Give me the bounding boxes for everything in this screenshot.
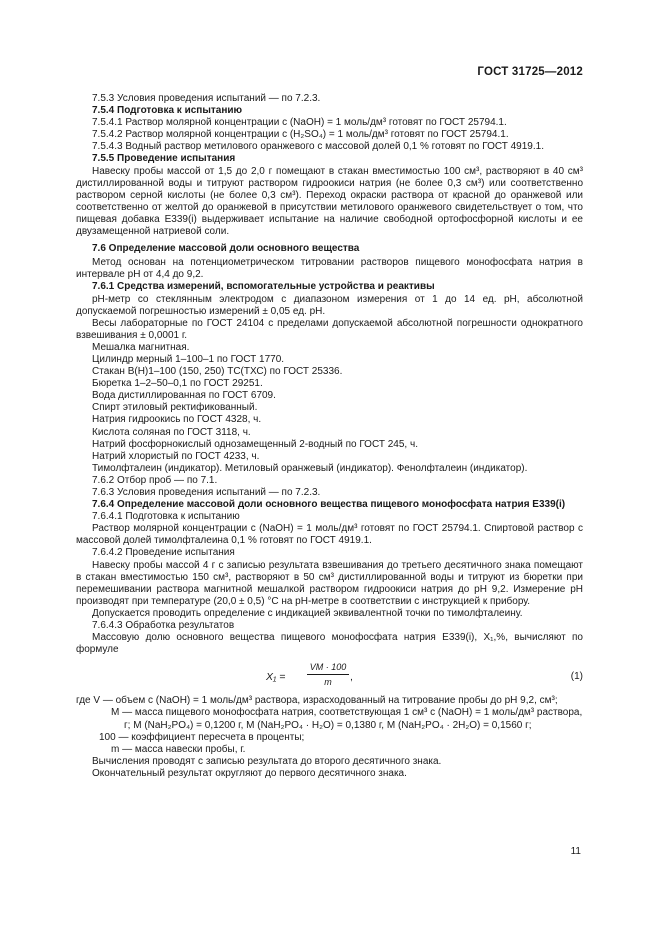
heading-7-5-4: 7.5.4 Подготовка к испытанию bbox=[92, 105, 243, 117]
formula-1 bbox=[76, 661, 583, 691]
document-id-header: ГОСТ 31725—2012 bbox=[477, 66, 583, 78]
formula-lhs: X₁ = bbox=[266, 671, 286, 684]
definition-v: где V — объем с (NaOH) = 1 моль/дм³ раствора, израсходованный на титрование пробы до pH 9,2, см³; bbox=[76, 695, 558, 707]
paragraph-formula-intro: Массовую долю основного вещества пищевого монофосфата натрия Е339(i), X₁,%, вычисляют по формуле bbox=[76, 632, 583, 656]
clause-7-6-4-1: 7.6.4.1 Подготовка к испытанию bbox=[92, 511, 240, 523]
paragraph-7-5-5-text: Навеску пробы массой от 1,5 до 2,0 г помещают в стакан вместимостью 100 см³, растворяют в 40 см³ дистиллированной воды и титруют раствором гидроокиси натрия (не более 0,3 см³) или соответственно раствором серной кислоты (не более 0,3 см³). Переход окраски раствора от красной до оранжевой или соответственно от желтой до оранжевой в присутствии метилового оранжевого свидетельствует о том, что пищевая добавка Е339(i) выдерживает испытание на наличие свободной ортофосфорной кислоты и ее двузамещенной натриевой соли. bbox=[76, 165, 583, 238]
formula-denominator: m bbox=[324, 677, 332, 688]
clause-7-5-4-2: 7.5.4.2 Раствор молярной концентрации с (H₂SO₄) = 1 моль/дм³ готовят по ГОСТ 25794.1. bbox=[92, 129, 509, 141]
paragraph-final-rounding: Окончательный результат округляют до первого десятичного знака. bbox=[92, 767, 407, 779]
item-water: Вода дистиллированная по ГОСТ 6709. bbox=[92, 390, 276, 402]
clause-7-6-4-2: 7.6.4.2 Проведение испытания bbox=[92, 547, 235, 559]
paragraph-7-6-method: Метод основан на потенциометрическом титровании растворов пищевого монофосфата натрия в интервале pH от 4,4 до 9,2. bbox=[76, 257, 583, 281]
clause-7-5-4-1: 7.5.4.1 Раствор молярной концентрации с (NaOH) = 1 моль/дм³ готовят по ГОСТ 25794.1. bbox=[92, 117, 507, 129]
heading-7-6: 7.6 Определение массовой доли основного вещества bbox=[92, 243, 360, 255]
paragraph-solution-prep: Раствор молярной концентрации с (NaOH) = 1 моль/дм³ готовят по ГОСТ 25794.1. Спиртовой раствор с массовой долей тимолфталеина 0,1 % готовят по ГОСТ 4919.1. bbox=[76, 523, 583, 547]
heading-7-5-5: 7.5.5 Проведение испытания bbox=[92, 153, 236, 165]
paragraph-test-procedure: Навеску пробы массой 4 г с записью результата взвешивания до третьего десятичного знака помещают в стакан вместимостью 150 см³, растворяют в 50 см³ дистиллированной воды и титруют из бюретки при перемешивании раствора магнитной мешалкой раствором гидроокиси натрия до pH 9,2. Измерение pH производят при температуре (20,0 ± 0,5) °С на pH-метре в соответствии с инструкцией к прибору. bbox=[76, 559, 583, 607]
item-burette: Бюретка 1–2–50–0,1 по ГОСТ 29251. bbox=[92, 378, 263, 390]
item-cylinder: Цилиндр мерный 1–100–1 по ГОСТ 1770. bbox=[92, 353, 285, 365]
page-number: 11 bbox=[570, 846, 581, 857]
clause-7-6-4-3: 7.6.4.3 Обработка результатов bbox=[92, 620, 235, 632]
definition-mass: m — масса навески пробы, г. bbox=[111, 743, 246, 755]
item-indicators: Тимолфталеин (индикатор). Метиловый оранжевый (индикатор). Фенолфталеин (индикатор). bbox=[92, 462, 528, 474]
clause-7-6-2: 7.6.2 Отбор проб — по 7.1. bbox=[92, 474, 218, 486]
paragraph-calc-precision: Вычисления проводят с записью результата до второго десятичного знака. bbox=[92, 755, 442, 767]
item-ph-meter: pH-метр со стеклянным электродом с диапазоном измерения от 1 до 14 ед. pH, абсолютной допускаемой погрешностью измерений ± 0,05 ед. pH. bbox=[76, 293, 583, 317]
clause-7-6-3: 7.6.3 Условия проведения испытаний — по 7.2.3. bbox=[92, 487, 321, 498]
item-hcl: Кислота соляная по ГОСТ 3118, ч. bbox=[92, 426, 251, 438]
item-stirrer: Мешалка магнитная. bbox=[92, 341, 190, 353]
heading-7-6-4: 7.6.4 Определение массовой доли основного вещества пищевого монофосфата натрия Е339(i) bbox=[92, 499, 566, 511]
item-beaker: Стакан В(Н)1–100 (150, 250) ТС(ТХС) по ГОСТ 25336. bbox=[92, 366, 343, 378]
definition-100: 100 — коэффициент пересчета в проценты; bbox=[99, 731, 305, 743]
item-scales: Весы лабораторные по ГОСТ 24104 с пределами допускаемой абсолютной погрешности однократного взвешивания ± 0,0001 г. bbox=[76, 317, 583, 341]
formula-fraction bbox=[307, 661, 349, 688]
definition-m-line2: г; M (NaH₂PO₄) = 0,1200 г, M (NaH₂PO₄ · H₂O) = 0,1380 г, M (NaH₂PO₄ · 2H₂O) = 0,1560 г; bbox=[124, 719, 532, 731]
paragraph-indicator-note: Допускается проводить определение с индикацией эквивалентной точки по тимолфталеину. bbox=[92, 607, 523, 619]
heading-7-6-1: 7.6.1 Средства измерений, вспомогательные устройства и реактивы bbox=[92, 281, 435, 293]
clause-7-5-4-3: 7.5.4.3 Водный раствор метилового оранжевого с массовой долей 0,1 % готовят по ГОСТ 4919.1. bbox=[92, 141, 544, 153]
definition-m-line1: M — масса пищевого монофосфата натрия, соответствующая 1 см³ с (NaOH) = 1 моль/дм³ раствора, bbox=[111, 707, 583, 719]
formula-comma: , bbox=[350, 671, 353, 684]
item-naoh: Натрия гидроокись по ГОСТ 4328, ч. bbox=[92, 414, 262, 426]
item-sodium-phosphate: Натрий фосфорнокислый однозамещенный 2-водный по ГОСТ 245, ч. bbox=[92, 438, 418, 450]
item-nacl: Натрий хлористый по ГОСТ 4233, ч. bbox=[92, 450, 260, 462]
formula-number: (1) bbox=[570, 671, 583, 683]
item-ethanol: Спирт этиловый ректификованный. bbox=[92, 402, 258, 414]
page-content bbox=[76, 93, 583, 780]
formula-numerator: VM · 100 bbox=[307, 661, 349, 675]
clause-7-5-3: 7.5.3 Условия проведения испытаний — по 7.2.3. bbox=[92, 93, 321, 104]
